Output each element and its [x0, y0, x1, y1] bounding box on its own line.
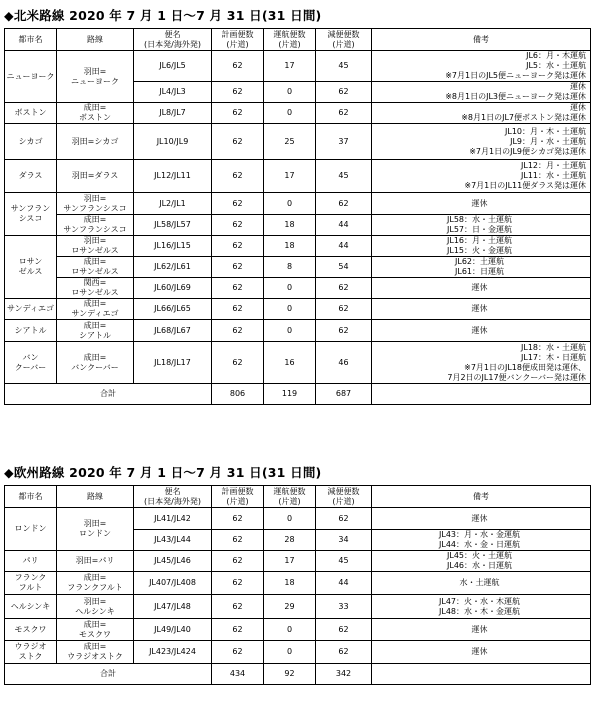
table-row	[5, 320, 591, 342]
operated-cell: 0	[264, 320, 316, 342]
header-flight: 便名 (日本発/海外発)	[134, 29, 212, 51]
city-cell: パリ	[5, 551, 57, 572]
header-reduced: 減便便数 (片道)	[316, 29, 372, 51]
total-row	[5, 664, 591, 685]
reduced-cell: 33	[316, 595, 372, 619]
flight-cell: JL49/JL40	[134, 619, 212, 641]
table-row	[5, 215, 591, 236]
reduced-cell: 62	[316, 299, 372, 320]
flight-cell: JL6/JL5	[134, 51, 212, 82]
planned-cell: 62	[212, 551, 264, 572]
reduced-cell: 62	[316, 508, 372, 530]
route-cell: 成田= フランクフルト	[57, 572, 134, 595]
operated-cell: 0	[264, 508, 316, 530]
flight-cell: JL62/JL61	[134, 257, 212, 278]
planned-cell: 62	[212, 342, 264, 384]
header-route: 路線	[57, 29, 134, 51]
total-reduced: 687	[316, 384, 372, 405]
flight-cell: JL66/JL65	[134, 299, 212, 320]
reduced-cell: 46	[316, 342, 372, 384]
table-row	[5, 51, 591, 82]
planned-cell: 62	[212, 193, 264, 215]
city-cell: ロサン ゼルス	[5, 236, 57, 299]
route-cell: 関西= ロサンゼルス	[57, 278, 134, 299]
operated-cell: 18	[264, 215, 316, 236]
city-cell: ウラジオ ストク	[5, 641, 57, 664]
route-cell: 成田= バンクーバー	[57, 342, 134, 384]
flight-cell: JL12/JL11	[134, 160, 212, 193]
operated-cell: 16	[264, 342, 316, 384]
header-note: 備考	[372, 29, 591, 51]
route-cell: 成田= サンディエゴ	[57, 299, 134, 320]
table-row	[5, 641, 591, 664]
operated-cell: 17	[264, 551, 316, 572]
operated-cell: 0	[264, 299, 316, 320]
note-cell: 運休	[372, 278, 591, 299]
table-row	[5, 508, 591, 530]
planned-cell: 62	[212, 530, 264, 551]
note-cell: JL18：水・土運航 JL17：木・日運航 ※7月1日のJL18便成田発は運休、 7月2日のJL17便バンクーバー発は運休	[372, 342, 591, 384]
planned-cell: 62	[212, 160, 264, 193]
planned-cell: 62	[212, 641, 264, 664]
route-cell: 羽田= ロサンゼルス	[57, 236, 134, 257]
note-cell: 運休	[372, 641, 591, 664]
city-cell: フランク フルト	[5, 572, 57, 595]
table-row	[5, 124, 591, 160]
flight-cell: JL60/JL69	[134, 278, 212, 299]
reduced-cell: 37	[316, 124, 372, 160]
note-cell: JL12：月・土運航 JL11：水・土運航 ※7月1日のJL11便ダラス発は運休	[372, 160, 591, 193]
route-cell: 羽田= ヘルシンキ	[57, 595, 134, 619]
flight-cell: JL41/JL42	[134, 508, 212, 530]
reduced-cell: 62	[316, 278, 372, 299]
flight-cell: JL47/JL48	[134, 595, 212, 619]
note-cell: JL43：月・水・金運航 JL44：水・金・日運航	[372, 530, 591, 551]
planned-cell: 62	[212, 619, 264, 641]
note-cell: JL47：火・水・木運航 JL48：水・木・金運航	[372, 595, 591, 619]
planned-cell: 62	[212, 257, 264, 278]
planned-cell: 62	[212, 278, 264, 299]
flight-cell: JL68/JL67	[134, 320, 212, 342]
flight-cell: JL423/JL424	[134, 641, 212, 664]
operated-cell: 0	[264, 103, 316, 124]
flight-cell: JL8/JL7	[134, 103, 212, 124]
city-cell: ボストン	[5, 103, 57, 124]
table-row	[5, 619, 591, 641]
city-cell: サンフラン シスコ	[5, 193, 57, 236]
header-reduced: 減便便数 (片道)	[316, 486, 372, 508]
reduced-cell: 34	[316, 530, 372, 551]
planned-cell: 62	[212, 103, 264, 124]
operated-cell: 28	[264, 530, 316, 551]
total-label: 合計	[5, 384, 212, 405]
city-cell: バン クーバー	[5, 342, 57, 384]
route-cell: 羽田=シカゴ	[57, 124, 134, 160]
operated-cell: 0	[264, 278, 316, 299]
flight-cell: JL18/JL17	[134, 342, 212, 384]
reduced-cell: 62	[316, 619, 372, 641]
operated-cell: 18	[264, 572, 316, 595]
reduced-cell: 45	[316, 160, 372, 193]
section-title-north-america: ◆北米路線 2020 年 7 月 1 日～7 月 31 日(31 日間)	[4, 8, 322, 23]
route-cell: 羽田= ロンドン	[57, 508, 134, 551]
flight-cell: JL4/JL3	[134, 82, 212, 103]
route-cell: 羽田= ニューヨーク	[57, 51, 134, 103]
city-cell: ロンドン	[5, 508, 57, 551]
table-row	[5, 160, 591, 193]
reduced-cell: 62	[316, 82, 372, 103]
total-label: 合計	[5, 664, 212, 685]
table-row	[5, 595, 591, 619]
table-row	[5, 342, 591, 384]
route-cell: 成田= ウラジオストク	[57, 641, 134, 664]
total-planned: 434	[212, 664, 264, 685]
note-cell: JL10：月・木・土運航 JL9：月・水・土運航 ※7月1日のJL9便シカゴ発は運休	[372, 124, 591, 160]
city-cell: シアトル	[5, 320, 57, 342]
reduced-cell: 44	[316, 236, 372, 257]
note-cell: JL16：月・土運航 JL15：火・金運航	[372, 236, 591, 257]
flight-cell: JL45/JL46	[134, 551, 212, 572]
route-cell: 成田= ロサンゼルス	[57, 257, 134, 278]
reduced-cell: 44	[316, 215, 372, 236]
header-city: 都市名	[5, 486, 57, 508]
note-cell: JL6：月・木運航 JL5：水・土運航 ※7月1日のJL5便ニューヨーク発は運休	[372, 51, 591, 82]
city-cell: ダラス	[5, 160, 57, 193]
flight-cell: JL10/JL9	[134, 124, 212, 160]
route-cell: 成田= サンフランシスコ	[57, 215, 134, 236]
header-route: 路線	[57, 486, 134, 508]
table-row	[5, 572, 591, 595]
planned-cell: 62	[212, 124, 264, 160]
note-cell: 運休	[372, 299, 591, 320]
planned-cell: 62	[212, 299, 264, 320]
city-cell: モスクワ	[5, 619, 57, 641]
note-cell: 運休 ※8月1日のJL3便ニューヨーク発は運休	[372, 82, 591, 103]
reduced-cell: 62	[316, 320, 372, 342]
operated-cell: 29	[264, 595, 316, 619]
note-cell: 運休 ※8月1日のJL7便ボストン発は運休	[372, 103, 591, 124]
route-cell: 成田= ボストン	[57, 103, 134, 124]
planned-cell: 62	[212, 320, 264, 342]
city-cell: ニューヨーク	[5, 51, 57, 103]
planned-cell: 62	[212, 508, 264, 530]
header-operated: 運航便数 (片道)	[264, 29, 316, 51]
note-cell: JL62：土運航 JL61：日運航	[372, 257, 591, 278]
table-row	[5, 551, 591, 572]
route-cell: 成田= シアトル	[57, 320, 134, 342]
table-row	[5, 299, 591, 320]
note-cell: JL58：水・土運航 JL57：日・金運航	[372, 215, 591, 236]
operated-cell: 0	[264, 619, 316, 641]
europe-flight-table	[4, 485, 591, 685]
total-note	[372, 384, 591, 405]
note-cell: 運休	[372, 193, 591, 215]
table-row	[5, 236, 591, 257]
route-cell: 羽田= サンフランシスコ	[57, 193, 134, 215]
city-cell: シカゴ	[5, 124, 57, 160]
note-cell: 運休	[372, 320, 591, 342]
total-note	[372, 664, 591, 685]
note-cell: 運休	[372, 508, 591, 530]
table-row	[5, 193, 591, 215]
flight-cell: JL58/JL57	[134, 215, 212, 236]
operated-cell: 0	[264, 193, 316, 215]
note-cell: 水・土運航	[372, 572, 591, 595]
operated-cell: 25	[264, 124, 316, 160]
table-row	[5, 257, 591, 278]
total-operated: 92	[264, 664, 316, 685]
header-operated: 運航便数 (片道)	[264, 486, 316, 508]
header-note: 備考	[372, 486, 591, 508]
operated-cell: 0	[264, 82, 316, 103]
route-cell: 成田= モスクワ	[57, 619, 134, 641]
planned-cell: 62	[212, 595, 264, 619]
operated-cell: 0	[264, 641, 316, 664]
total-operated: 119	[264, 384, 316, 405]
header-city: 都市名	[5, 29, 57, 51]
planned-cell: 62	[212, 215, 264, 236]
city-cell: サンディエゴ	[5, 299, 57, 320]
total-reduced: 342	[316, 664, 372, 685]
flight-cell: JL43/JL44	[134, 530, 212, 551]
reduced-cell: 44	[316, 572, 372, 595]
total-planned: 806	[212, 384, 264, 405]
operated-cell: 17	[264, 160, 316, 193]
planned-cell: 62	[212, 236, 264, 257]
note-cell: 運休	[372, 619, 591, 641]
reduced-cell: 62	[316, 103, 372, 124]
section-title-europe: ◆欧州路線 2020 年 7 月 1 日～7 月 31 日(31 日間)	[4, 465, 322, 480]
note-cell: JL45：火・土運航 JL46：水・日運航	[372, 551, 591, 572]
north-america-flight-table	[4, 28, 591, 405]
city-cell: ヘルシンキ	[5, 595, 57, 619]
route-cell: 羽田=パリ	[57, 551, 134, 572]
operated-cell: 8	[264, 257, 316, 278]
reduced-cell: 62	[316, 641, 372, 664]
route-cell: 羽田=ダラス	[57, 160, 134, 193]
planned-cell: 62	[212, 572, 264, 595]
table-row	[5, 278, 591, 299]
reduced-cell: 45	[316, 51, 372, 82]
operated-cell: 18	[264, 236, 316, 257]
header-planned: 計画便数 (片道)	[212, 486, 264, 508]
total-row	[5, 384, 591, 405]
flight-cell: JL2/JL1	[134, 193, 212, 215]
table-row	[5, 103, 591, 124]
header-planned: 計画便数 (片道)	[212, 29, 264, 51]
operated-cell: 17	[264, 51, 316, 82]
reduced-cell: 62	[316, 193, 372, 215]
header-flight: 便名 (日本発/海外発)	[134, 486, 212, 508]
planned-cell: 62	[212, 51, 264, 82]
flight-cell: JL407/JL408	[134, 572, 212, 595]
reduced-cell: 45	[316, 551, 372, 572]
reduced-cell: 54	[316, 257, 372, 278]
planned-cell: 62	[212, 82, 264, 103]
flight-cell: JL16/JL15	[134, 236, 212, 257]
